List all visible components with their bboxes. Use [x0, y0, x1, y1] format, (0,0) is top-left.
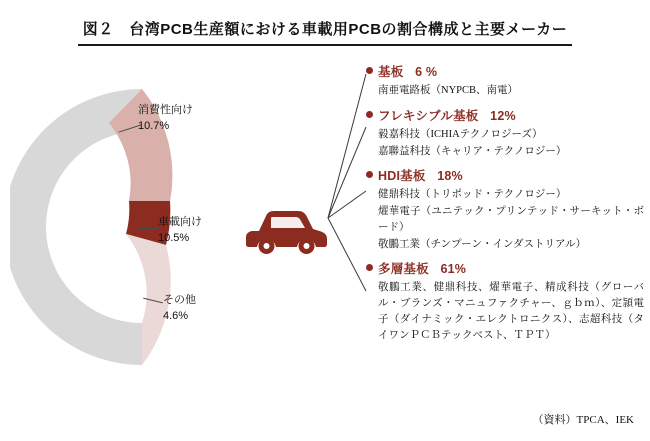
car-icon-svg	[243, 198, 329, 256]
category-item	[366, 62, 644, 99]
category-share: 6 %	[415, 65, 438, 79]
pie-label-other-value: 4.6%	[163, 309, 189, 322]
source-note: （資料）TPCA、IEK	[532, 414, 634, 426]
category-heading	[366, 106, 644, 124]
category-item	[366, 259, 644, 343]
maker-line: 敬鵬工業、健鼎科技、燿華電子、精成科技（グローバル・ブランズ・マニュファクチャー、ｇｂｍ）、定頴電子（ダイナミック・エレクトロニクス）、志超科技（タイワンＰＣＢテックベスト、ＴＰＴ）	[378, 282, 644, 341]
pie-label-automotive-value: 10.5%	[158, 231, 190, 244]
bullet-icon	[366, 111, 373, 118]
category-heading	[366, 259, 644, 277]
pie-label-automotive	[158, 215, 202, 247]
category-share: 12%	[490, 108, 516, 123]
category-heading	[366, 62, 644, 80]
category-label: フレキシブル基板	[378, 108, 479, 123]
page-title: 図２ 台湾PCB生産額における車載用PCBの割合構成と主要メーカー	[82, 21, 568, 38]
category-label: 基板	[378, 65, 404, 79]
category-list	[366, 62, 644, 350]
category-item	[366, 106, 644, 160]
bullet-icon	[366, 67, 373, 74]
bullet-icon	[366, 171, 373, 178]
pie-label-consumer-value: 10.7%	[138, 119, 170, 132]
pie-label-other	[163, 293, 196, 325]
leader-line-automotive	[140, 228, 158, 229]
bullet-icon	[366, 264, 373, 271]
pie-label-consumer-name: 消費性向け	[138, 104, 193, 116]
maker-line: 嘉聯益科技（キャリア・テクノロジー）	[378, 145, 567, 157]
pie-label-consumer	[138, 103, 193, 135]
category-label: 多層基板	[378, 262, 429, 277]
maker-line: 南亜電路板（NYPCB、南電）	[378, 85, 519, 96]
pie-label-other-name: その他	[163, 294, 196, 306]
maker-line: 燿華電子（ユニテック・プリンテッド・サーキット・ボード）	[378, 206, 644, 233]
pie-label-automotive-name: 車載向け	[158, 216, 202, 228]
category-share: 61%	[440, 262, 467, 277]
maker-line: 健鼎科技（トリポッド・テクノロジー）	[378, 189, 567, 201]
maker-line: 毅嘉科技（ICHIAテクノロジーズ）	[378, 128, 543, 140]
maker-line: 敬鵬工業（チンプーン・インダストリアル）	[378, 238, 587, 250]
category-item	[366, 166, 644, 252]
car-icon	[243, 198, 329, 256]
title-divider	[78, 44, 572, 46]
category-heading	[366, 166, 644, 184]
category-share: 18%	[437, 169, 463, 184]
category-label: HDI基板	[378, 169, 426, 184]
